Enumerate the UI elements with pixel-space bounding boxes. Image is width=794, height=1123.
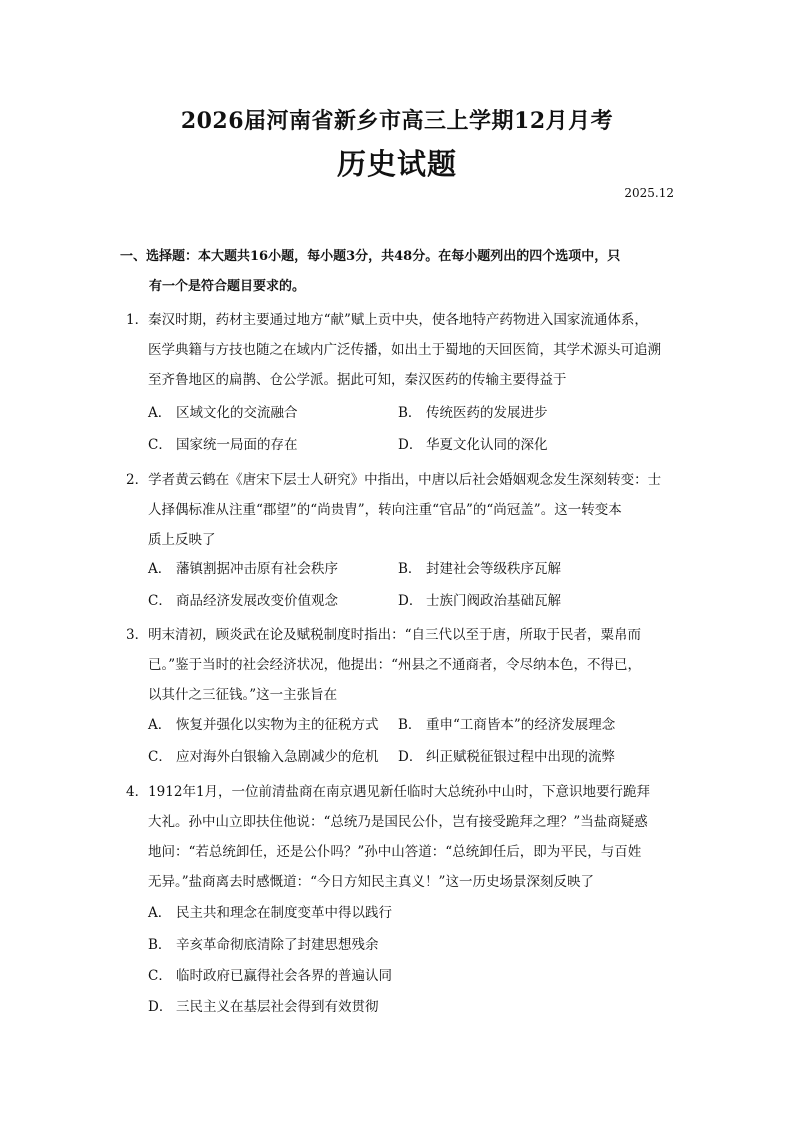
question-2 xyxy=(126,465,686,555)
option-2b[interactable] xyxy=(398,558,561,580)
option-text: 民主共和理念在制度变革中得以践行 xyxy=(176,905,392,921)
question-line: 秦汉时期，药材主要通过地方“献”赋上贡中央，使各地特产药物进入国家流通体系， xyxy=(148,312,648,328)
question-3 xyxy=(126,620,686,710)
question-line: 大礼。孙中山立即扶住他说：“总统乃是国民公仆，岂有接受跪拜之理？”当盐商疑惑 xyxy=(148,814,648,830)
option-label: B． xyxy=(398,561,422,577)
option-2a[interactable] xyxy=(148,558,338,580)
option-label: C． xyxy=(148,968,172,984)
option-4d[interactable] xyxy=(148,996,379,1018)
option-2d[interactable] xyxy=(398,590,561,612)
option-text: 国家统一局面的存在 xyxy=(176,437,298,453)
question-number: 1． xyxy=(126,312,149,328)
option-text: 临时政府已赢得社会各界的普遍认同 xyxy=(176,968,392,984)
option-1d[interactable] xyxy=(398,434,548,456)
option-text: 纠正赋税征银过程中出现的流弊 xyxy=(426,749,615,765)
option-label: B． xyxy=(148,937,172,953)
option-label: D． xyxy=(398,593,423,609)
option-text: 三民主义在基层社会得到有效贯彻 xyxy=(176,999,379,1015)
question-number: 2． xyxy=(126,472,149,488)
section-instructions xyxy=(120,242,678,302)
option-label: A． xyxy=(148,905,172,921)
option-text: 区域文化的交流融合 xyxy=(176,405,298,421)
option-label: A． xyxy=(148,405,172,421)
section-line-2: 有一个是符合题目要求的。 xyxy=(149,279,306,294)
section-line-1: 一、选择题：本大题共16小题，每小题3分，共48分。在每小题列出的四个选项中，只 xyxy=(120,249,621,264)
question-line: 医学典籍与方技也随之在域内广泛传播，如出土于蜀地的天回医简，其学术源头可追溯 xyxy=(148,342,661,358)
option-4b[interactable] xyxy=(148,934,379,956)
question-line: 至齐鲁地区的扁鹊、仓公学派。据此可知，秦汉医药的传输主要得益于 xyxy=(148,372,567,388)
option-text: 辛亥革命彻底清除了封建思想残余 xyxy=(176,937,379,953)
option-label: B． xyxy=(398,717,422,733)
question-number: 4． xyxy=(126,784,149,800)
option-text: 士族门阀政治基础瓦解 xyxy=(426,593,561,609)
question-1 xyxy=(126,305,686,395)
question-line: 无异。”盐商离去时感慨道：“今日方知民主真义！”这一历史场景深刻反映了 xyxy=(148,874,594,890)
question-4 xyxy=(126,777,686,897)
question-line: 质上反映了 xyxy=(148,532,216,548)
option-1a[interactable] xyxy=(148,402,298,424)
option-label: C． xyxy=(148,749,172,765)
question-line: 地问：“若总统卸任，还是公仆吗？”孙中山答道：“总统卸任后，即为平民，与百姓 xyxy=(148,844,642,860)
option-3c[interactable] xyxy=(148,746,379,768)
option-text: 重申“工商皆本”的经济发展理念 xyxy=(426,717,616,733)
option-label: C． xyxy=(148,593,172,609)
question-number: 3． xyxy=(126,627,149,643)
exam-title: 2026届河南省新乡市高三上学期12月月考 xyxy=(180,108,614,134)
option-text: 应对海外白银输入急剧减少的危机 xyxy=(176,749,379,765)
option-3d[interactable] xyxy=(398,746,615,768)
option-label: C． xyxy=(148,437,172,453)
option-text: 封建社会等级秩序瓦解 xyxy=(426,561,561,577)
option-label: B． xyxy=(398,405,422,421)
option-label: D． xyxy=(398,749,423,765)
option-label: A． xyxy=(148,717,172,733)
option-text: 华夏文化认同的深化 xyxy=(426,437,548,453)
option-4a[interactable] xyxy=(148,902,392,924)
option-text: 传统医药的发展进步 xyxy=(426,405,548,421)
question-line: 1912年1月，一位前清盐商在南京遇见新任临时大总统孙中山时，下意识地要行跪拜 xyxy=(148,784,651,800)
option-1c[interactable] xyxy=(148,434,298,456)
option-text: 商品经济发展改变价值观念 xyxy=(176,593,338,609)
question-line: 以其什之三征钱。”这一主张旨在 xyxy=(148,687,338,703)
option-label: A． xyxy=(148,561,172,577)
question-line: 人择偶标准从注重“郡望”的“尚贵胄”，转向注重“官品”的“尚冠盖”。这一转变本 xyxy=(148,502,622,518)
option-4c[interactable] xyxy=(148,965,392,987)
subject-title: 历史试题 xyxy=(336,147,457,181)
option-3a[interactable] xyxy=(148,714,379,736)
question-line: 学者黄云鹤在《唐宋下层士人研究》中指出，中唐以后社会婚姻观念发生深刻转变：士 xyxy=(148,472,662,488)
question-line: 明末清初，顾炎武在论及赋税制度时指出：“自三代以至于唐，所取于民者，粟帛而 xyxy=(148,627,641,643)
option-3b[interactable] xyxy=(398,714,615,736)
option-2c[interactable] xyxy=(148,590,338,612)
exam-date: 2025.12 xyxy=(624,186,674,200)
option-text: 藩镇割据冲击原有社会秩序 xyxy=(176,561,338,577)
question-line: 已。”鉴于当时的社会经济状况，他提出：“州县之不通商者，令尽纳本色，不得已， xyxy=(148,657,642,673)
option-label: D． xyxy=(398,437,423,453)
option-label: D． xyxy=(148,999,173,1015)
option-1b[interactable] xyxy=(398,402,548,424)
option-text: 恢复并强化以实物为主的征税方式 xyxy=(176,717,379,733)
